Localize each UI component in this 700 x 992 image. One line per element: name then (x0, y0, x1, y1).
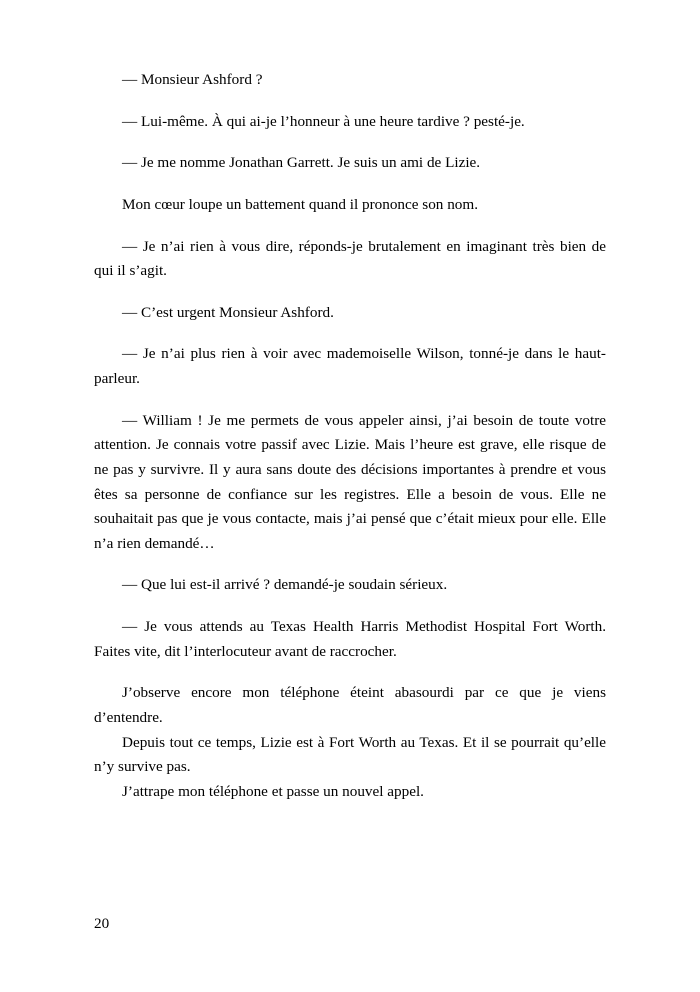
paragraph: J’attrape mon téléphone et passe un nouvel appel. (122, 782, 424, 800)
paragraph: — Que lui est-il arrivé ? demandé-je soudain sérieux. (122, 576, 448, 594)
paragraph: — C’est urgent Monsieur Ashford. (122, 303, 334, 321)
page-body-text (94, 68, 606, 804)
paragraph: — Je me nomme Jonathan Garrett. Je suis un ami de Lizie. (122, 154, 481, 172)
paragraph: J’observe encore mon téléphone éteint abasourdi par ce que je viens d’entendre. (94, 684, 606, 726)
paragraph: Mon cœur loupe un battement quand il prononce son nom. (122, 195, 478, 213)
paragraph: — Lui-même. À qui ai-je l’honneur à une heure tardive ? pesté-je. (122, 112, 525, 130)
paragraph: — Monsieur Ashford ? (122, 71, 263, 88)
paragraph: Depuis tout ce temps, Lizie est à Fort Worth au Texas. Et il se pourrait qu’elle n’y survive pas. (94, 733, 606, 776)
paragraph: — William ! Je me permets de vous appeler ainsi, j’ai besoin de toute votre attention. Je connais votre passif avec Lizie. Mais l’heure est grave, elle risque de ne pas y survivre. Il y aura sans doute des décisions importantes à prendre et vous êtes sa personne de confiance sur les registres. Elle a besoin de vous. Elle ne souhaitait pas que je vous contacte, mais j’ai pensé que c’était mieux pour elle. Elle n’a rien demandé… (94, 411, 606, 552)
page-number: 20 (94, 915, 110, 932)
paragraph: — Je n’ai plus rien à voir avec mademoiselle Wilson, tonné-je dans le haut-parleur. (94, 345, 606, 387)
paragraph: — Je n’ai rien à vous dire, réponds-je brutalement en imaginant très bien de qui il s’agit. (94, 237, 606, 280)
paragraph: — Je vous attends au Texas Health Harris Methodist Hospital Fort Worth. Faites vite, dit l’interlocuteur avant de raccrocher. (94, 618, 606, 660)
